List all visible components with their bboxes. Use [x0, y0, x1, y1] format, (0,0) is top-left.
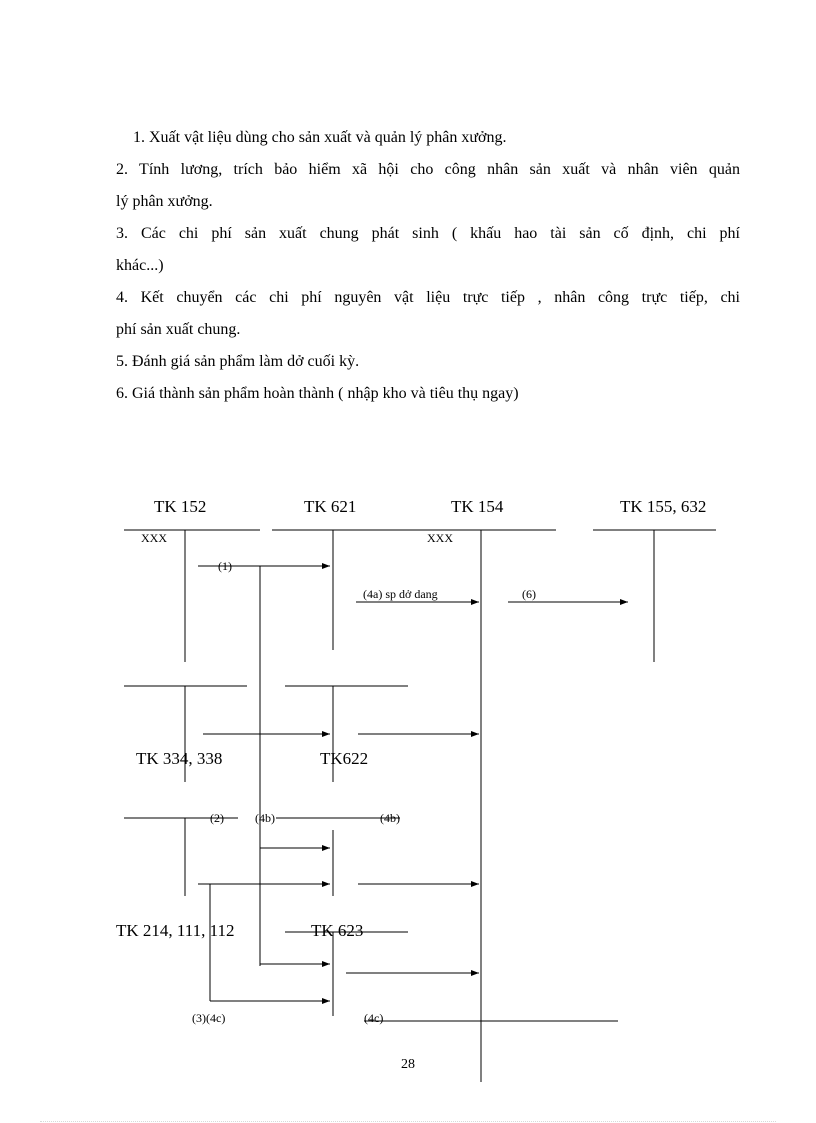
account-title-tk214-111-112: TK 214, 111, 112 [116, 921, 235, 940]
account-title-tk152: TK 152 [154, 497, 207, 516]
flow-label-4c: (4c) [364, 1011, 384, 1025]
account-title-tk623: TK 623 [311, 921, 364, 940]
note-item-3-line-2: khác...) [116, 257, 164, 274]
flow-label-6: (6) [522, 587, 536, 601]
page-number: 28 [401, 1057, 415, 1072]
note-item-2-line-2: lý phân xưởng. [116, 193, 213, 210]
account-title-tk155-632: TK 155, 632 [620, 497, 707, 516]
flow-label-3-4c: (3)(4c) [192, 1011, 226, 1025]
note-item-2-line-1: 2. Tính lương, trích bảo hiểm xã hội cho công nhân sản xuất và nhân viên quản [116, 161, 740, 178]
page-footer-divider [40, 1121, 776, 1122]
flow-label-4b-right: (4b) [380, 811, 400, 825]
account-title-tk622: TK622 [320, 749, 369, 768]
account-title-tk154: TK 154 [451, 497, 504, 516]
account-title-tk334-338: TK 334, 338 [136, 749, 223, 768]
flow-label-4a: (4a) sp dở dang [363, 587, 438, 601]
flow-label-1: (1) [218, 559, 232, 573]
note-item-4-line-1: 4. Kết chuyển các chi phí nguyên vật liệu trực tiếp , nhân công trực tiếp, chi [116, 289, 740, 306]
note-item-1: 1. Xuất vật liệu dùng cho sản xuất và quản lý phân xưởng. [133, 129, 507, 146]
account-title-tk621: TK 621 [304, 497, 357, 516]
note-item-4-line-2: phí sản xuất chung. [116, 321, 241, 338]
note-item-3-line-1: 3. Các chi phí sản xuất chung phát sinh ( khấu hao tài sản cố định, chi phí [116, 225, 740, 242]
note-item-5: 5. Đánh giá sản phẩm làm dở cuối kỳ. [116, 353, 360, 370]
flow-label-2: (2) [210, 811, 224, 825]
flow-label-4b-left: (4b) [255, 811, 275, 825]
opening-balance-tk152: XXX [141, 531, 167, 545]
note-item-6: 6. Giá thành sản phẩm hoàn thành ( nhập kho và tiêu thụ ngay) [116, 385, 519, 402]
opening-balance-tk154: XXX [427, 531, 453, 545]
